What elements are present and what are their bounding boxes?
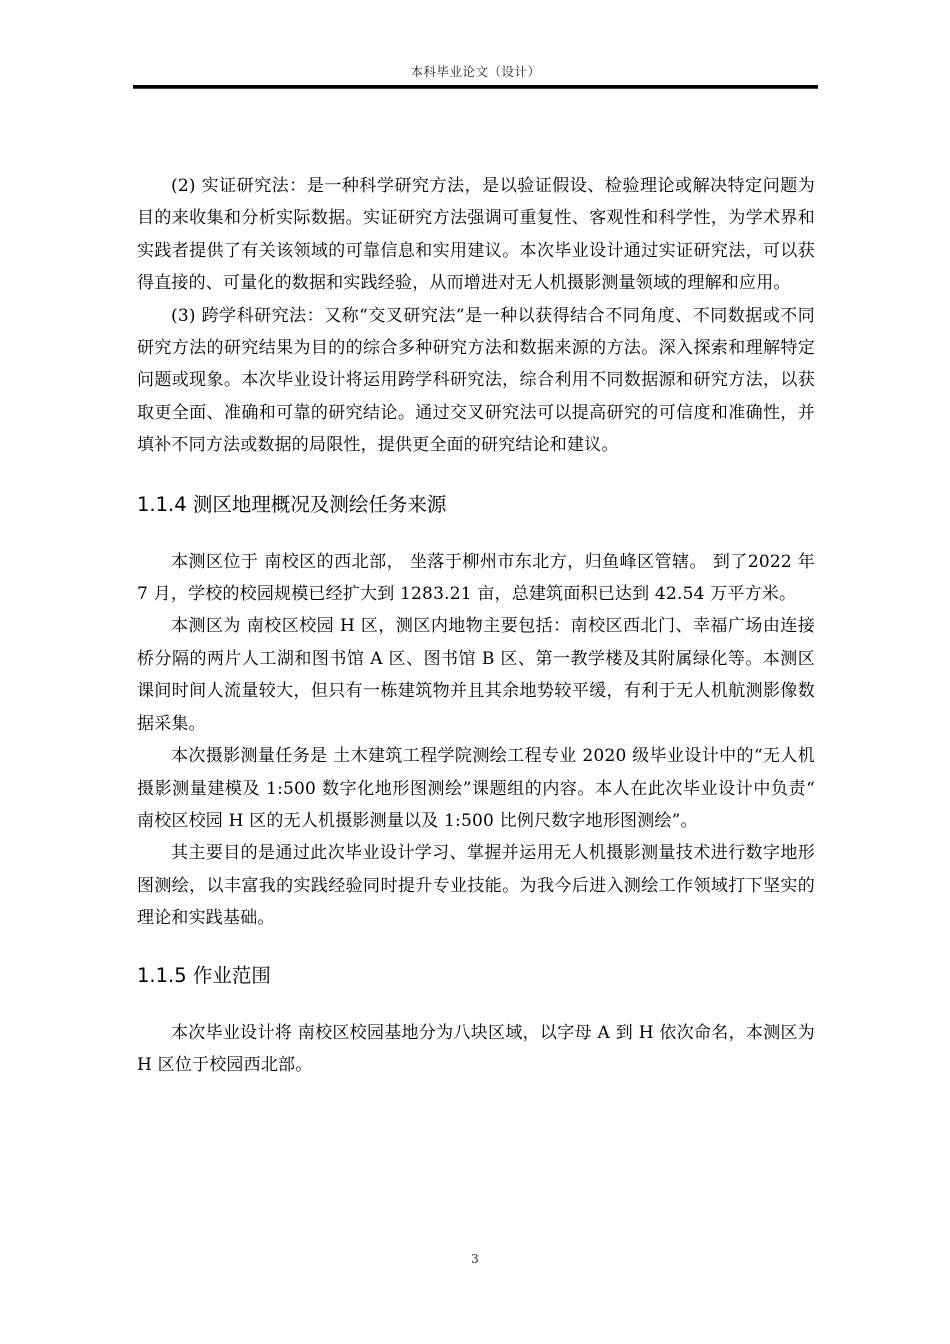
page-number: 3: [471, 1252, 479, 1266]
section-heading-1-1-5: 1.1.5 作业范围: [137, 963, 271, 987]
paragraph-survey-area-location: 本测区位于 南校区的西北部， 坐落于柳州市东北方，归鱼峰区管辖。 到了2022 年 7 月，学校的校园规模已经扩大到 1283.21 亩，总建筑面积已达到 42.54 万平方米。: [137, 551, 815, 605]
paragraph-survey-area-features: 本测区为 南校区校园 H 区，测区内地物主要包括：南校区西北门、幸福广场由连接桥分隔的两片人工湖和图书馆 A 区、图书馆 B 区、第一教学楼及其附属绿化等。本测区课间时间人流量较大，但只有一栋建筑物并且其余地势较平缓，有利于无人机航测影像数据采集。: [137, 616, 815, 734]
paragraph-work-scope: 本次毕业设计将 南校区校园基地分为八块区域，以字母 A 到 H 依次命名，本测区为 H 区位于校园西北部。: [137, 1022, 815, 1075]
paragraph-interdisciplinary-method: (3) 跨学科研究法：又称“交叉研究法”是一种以获得结合不同角度、不同数据或不同研究方法的研究结果为目的的综合多种研究方法和数据来源的方法。深入探索和理解特定问题或现象。本次毕业设计将运用跨学科研究法，综合利用不同数据源和研究方法，以获取更全面、准确和可靠的研究结论。通过交叉研究法可以提高研究的可信度和准确性，并填补不同方法或数据的局限性，提供更全面的研究结论和建议。: [137, 305, 815, 456]
section-heading-1-1-4: 1.1.4 测区地理概况及测绘任务来源: [137, 492, 447, 516]
page-header-title: 本科毕业论文（设计）: [410, 64, 541, 79]
paragraph-task-purpose: 其主要目的是通过此次毕业设计学习、掌握并运用无人机摄影测量技术进行数字地形图测绘，以丰富我的实践经验同时提升专业技能。为我今后进入测绘工作领域打下坚实的理论和实践基础。: [137, 843, 815, 929]
paragraph-empirical-method: (2) 实证研究法：是一种科学研究方法，是以验证假设、检验理论或解决特定问题为目的来收集和分析实际数据。实证研究方法强调可重复性、客观性和科学性，为学术界和实践者提供了有关该领域的可靠信息和实用建议。本次毕业设计通过实证研究法，可以获得直接的、可量化的数据和实践经验，从而增进对无人机摄影测量领域的理解和应用。: [137, 176, 815, 294]
document-body: [137, 170, 815, 1081]
paragraph-task-source: 本次摄影测量任务是 土木建筑工程学院测绘工程专业 2020 级毕业设计中的“无人机摄影测量建模及 1:500 数字化地形图测绘”课题组的内容。本人在此次毕业设计中负责“ 南校区校园 H 区的无人机摄影测量以及 1:500 比例尺数字地形图测绘”。: [137, 746, 815, 831]
header-divider: [133, 85, 818, 88]
